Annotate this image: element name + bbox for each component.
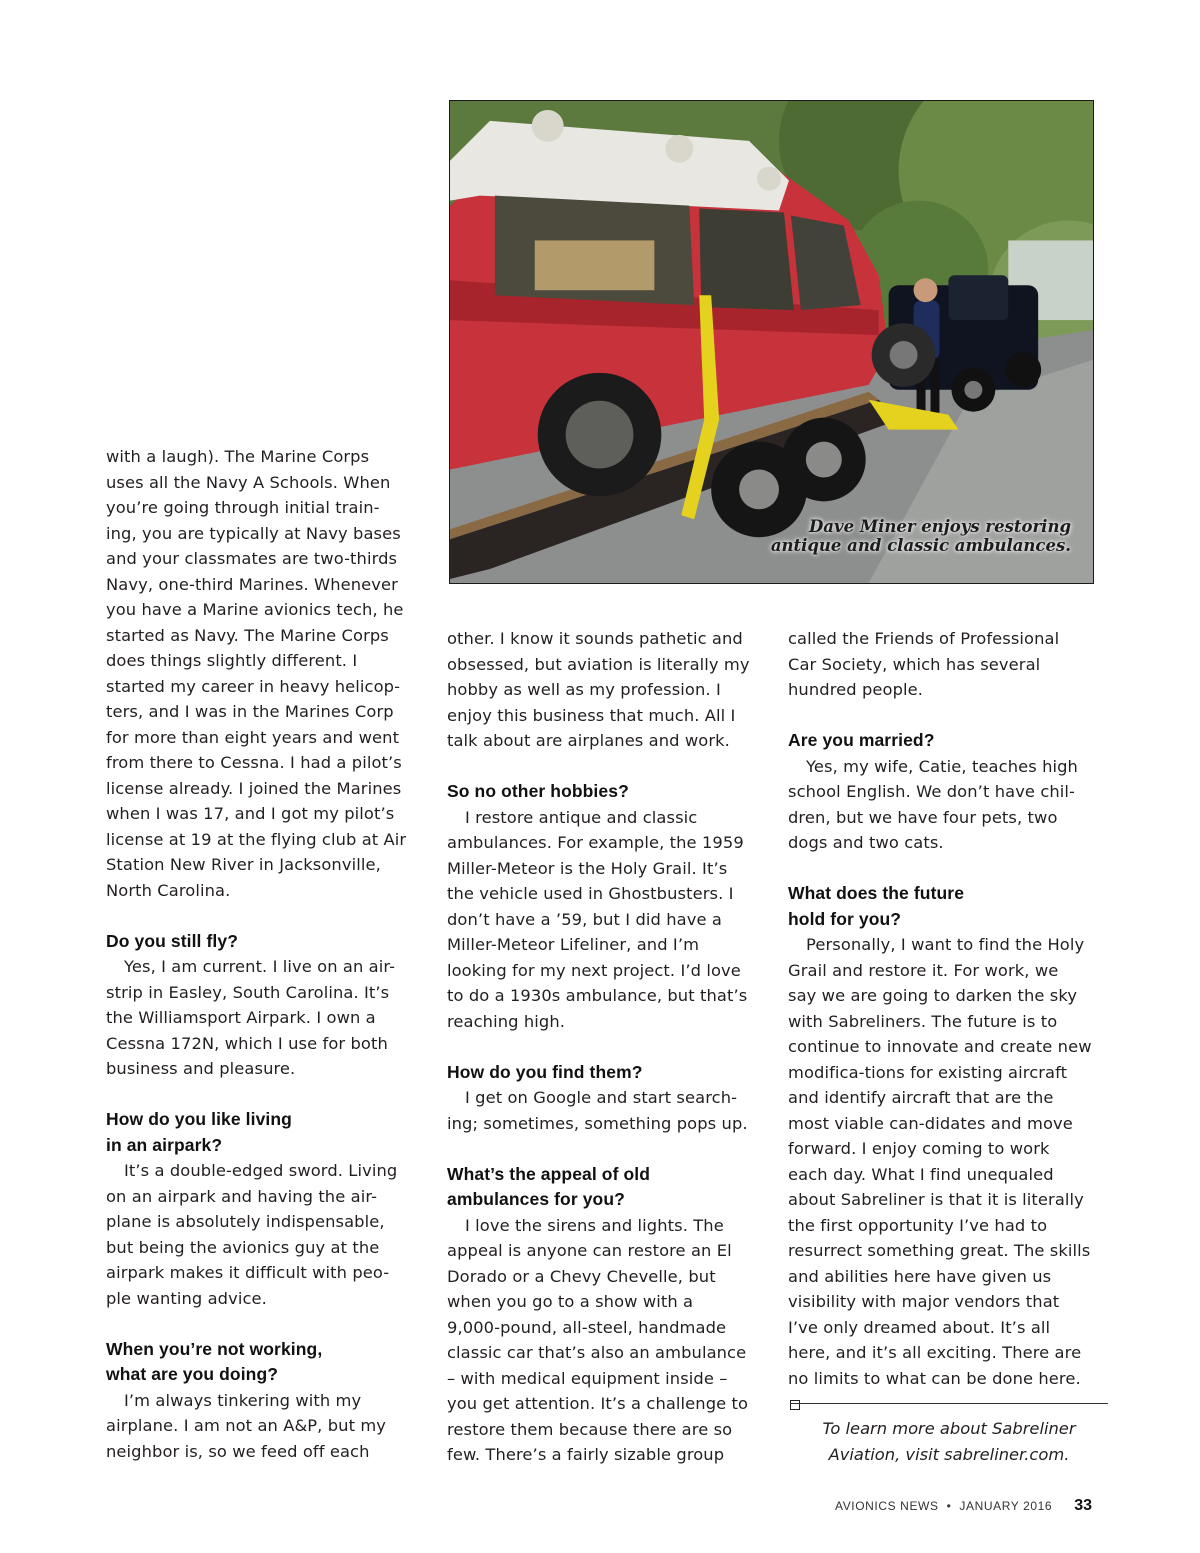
paragraph: Yes, my wife, Catie, teaches high school English. We don’t have chil-dren, but we have four pets, two dogs and two cats.	[788, 756, 1078, 852]
question-heading	[106, 1107, 410, 1158]
ambulance-on-trailer-illustration	[450, 101, 1093, 583]
heading-line: hold for you?	[788, 908, 902, 929]
publication-name: AVIONICS NEWS	[834, 1499, 939, 1513]
promo-line-1: To learn more about Sabreliner	[822, 1419, 1076, 1438]
heading-line: what are you doing?	[106, 1364, 279, 1384]
photo-caption-line-1: Dave Miner enjoys restoring	[809, 517, 1071, 536]
promo-divider	[790, 1403, 1108, 1404]
paragraph: Yes, I am current. I live on an air-strip in Easley, South Carolina. It’s the Williamsport Airpark. I own a Cessna 172N, which I use for both business and pleasure.	[106, 957, 396, 1078]
paragraph: I’m always tinkering with my airplane. I am not an A&P, but my neighbor is, so we feed off each	[106, 1390, 387, 1461]
paragraph: with a laugh). The Marine Corps uses all the Navy A Schools. When you’re going through initial train-ing, you are typically at Navy bases and your classmates are two-thirds Navy, one-third Marines. Whenever you have a Marine avionics tech, he started as Navy. The Marine Corps does things slightly different. I started my career in heavy helicop-ters, and I was in the Marines Corp for more than eight years and went from there to Cessna. I had a pilot’s license already. I joined the Marines when I was 17, and I got my pilot’s license at 19 at the flying club at Air Station New River in Jacksonville, North Carolina.	[106, 447, 407, 900]
heading-line: in an airpark?	[106, 1134, 223, 1155]
footer-bullet: •	[946, 1499, 952, 1513]
heading-line: When you’re not working,	[106, 1338, 323, 1359]
heading-line: ambulances for you?	[447, 1189, 625, 1209]
question-heading	[106, 1337, 410, 1388]
heading-line: How do you like living	[106, 1109, 292, 1129]
article-column-1	[106, 444, 410, 1464]
paragraph: other. I know it sounds pathetic and obsessed, but aviation is literally my hobby as well as my profession. I enjoy this business that much. All I talk about are airplanes and work.	[447, 629, 750, 750]
question-heading: How do you find them?	[447, 1061, 643, 1082]
heading-line: What’s the appeal of old	[447, 1163, 651, 1184]
paragraph: called the Friends of Professional Car Society, which has several hundred people.	[788, 629, 1060, 699]
paragraph: I get on Google and start search-ing; sometimes, something pops up.	[447, 1088, 748, 1133]
heading-line: What does the future	[788, 883, 965, 903]
question-heading	[447, 1162, 751, 1213]
question-heading: So no other hobbies?	[447, 781, 629, 801]
issue-date: JANUARY 2016	[959, 1499, 1053, 1513]
question-heading: Are you married?	[788, 730, 935, 750]
page-number: 33	[1074, 1497, 1092, 1514]
article-column-2	[447, 626, 751, 1468]
promo-line-2: Aviation, visit sabreliner.com.	[828, 1444, 1070, 1464]
page-footer	[835, 1497, 1092, 1515]
promo-text	[790, 1416, 1108, 1467]
paragraph-text: Personally, I want to find the Holy Grail and restore it. For work, we say we are going to darken the sky with Sabreliners. The future is to continue to innovate and create new modifica-tions for existing aircraft and identify aircraft that are the most viable can-didates and move forward. I enjoy coming to work each day. What I find unequaled about Sabreliner is that it is literally the first opportunity I’ve had to resurrect something great. The skills and abilities here have given us visibility with major vendors that I’ve only dreamed about. It’s all here, and it’s all exciting. There are no limits to what can be done here.	[788, 935, 1092, 1388]
end-of-article-box-icon	[790, 1400, 800, 1410]
question-heading	[788, 881, 1092, 932]
paragraph: It’s a double-edged sword. Living on an airpark and having the air-plane is absolutely indispensable, but being the avionics guy at the airpark makes it difficult with peo-ple wanting advice.	[106, 1161, 398, 1308]
photo-caption-line-2: antique and classic ambulances.	[770, 536, 1071, 555]
article-photo	[449, 100, 1094, 584]
question-heading: Do you still fly?	[106, 930, 238, 951]
paragraph	[788, 932, 1092, 1417]
paragraph: I love the sirens and lights. The appeal is anyone can restore an El Dorado or a Chevy Chevelle, but when you go to a show with a 9,000-pound, all-steel, handmade classic car that’s also an ambulance – with medical equipment inside – you get attention. It’s a challenge to restore them because there are so few. There’s a fairly sizable group	[447, 1215, 749, 1464]
photo-caption	[771, 517, 1071, 555]
paragraph: I restore antique and classic ambulances. For example, the 1959 Miller-Meteor is the Holy Grail. It’s the vehicle used in Ghostbusters. I don’t have a ’59, but I did have a Miller-Meteor Lifeliner, and I’m looking for my next project. I’d love to do a 1930s ambulance, but that’s reaching high.	[447, 807, 748, 1031]
article-column-3	[788, 626, 1092, 1417]
